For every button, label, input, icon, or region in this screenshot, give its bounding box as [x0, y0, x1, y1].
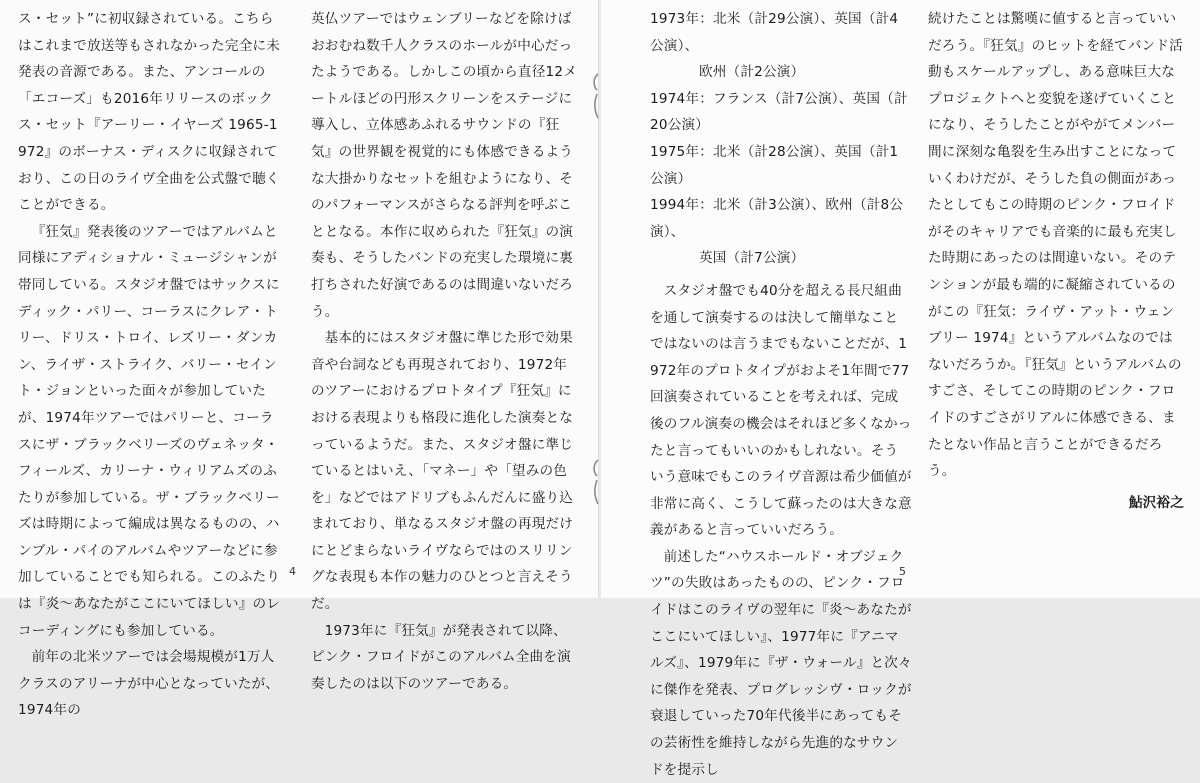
tour-detail: 北米（計28公演）、英国（計1公演）	[650, 143, 899, 187]
tour-row	[650, 86, 912, 139]
tour-detail: 北米（計3公演）、欧州（計8公演）、	[650, 197, 904, 240]
tour-list	[650, 6, 912, 272]
staple-icon	[592, 458, 600, 506]
tour-year: 1975年：	[650, 143, 713, 160]
author-name: 鮎沢裕之	[1128, 494, 1184, 511]
paragraph: 前述した“ハウスホールド・オブジェクツ”の失敗はあったものの、ピンク・フロイドはこのライヴの翌年に『炎～あなたがここにいてほしい』、1977年に『アニマルズ』、1979年に『ザ・ウォール』と次々に傑作を発表、プログレッシヴ・ロックが衰退していった70年代後半にあってもその芸術性を維持しながら先進的なサウンドを提示し	[650, 548, 912, 778]
text-column-1	[18, 6, 286, 724]
tour-row	[650, 6, 912, 59]
tour-detail: フランス（計7公演）、英国（計20公演）	[650, 90, 908, 134]
tour-year: 1973年：	[650, 11, 713, 27]
page-number: 4	[289, 565, 296, 578]
text-column-3	[650, 6, 912, 783]
text-column-2	[311, 6, 579, 697]
page-left	[0, 0, 599, 719]
tour-row	[650, 192, 912, 245]
paragraph: 『狂気』発表後のツアーではアルバムと同様にアディショナル・ミュージシャンが帯同している。スタジオ盤ではサックスにディック・パリー、コーラスにクレア・トリー、ドリス・トロイ、レズリー・ダンカン、ライザ・ストライク、バリー・セイント・ジョンといった面々が参加していたが、1974年ツアーではパリーと、コーラスにザ・ブラックベリーズのヴェネッタ・フィールズ、カリーナ・ウィリアムズのふたりが参加している。ザ・ブラックベリーズは時期によって編成は異なるものの、ハンブル・パイのアルバムやツアーなどに参加していることでも知られる。このふたりは『炎～あなたがここにいてほしい』のレコーディングにも参加している。	[18, 223, 281, 639]
paragraph: ス・セット”に初収録されている。こちらはこれまで放送等もされなかった完全に未発表の音源である。また、アンコールの「エコーズ」も2016年リリースのボックス・セット『アーリー・イヤーズ 1965-1972』のボーナス・ディスクに収録されており、この日のライヴ全曲を公式盤で聴くことができる。	[18, 11, 281, 214]
paragraph: スタジオ盤でも40分を超える長尺組曲を通して演奏するのは決して簡単なことではないのは言うまでもないことだが、1972年のプロトタイプがおよそ1年間で77回演奏されていることを考えれば、完成後のフル演奏の機会はそれほど多くなかったと言ってもいいのかもしれない。そういう意味でもこのライヴ音源は希少価値が非常に高く、こうして蘇ったのは大きな意義があると言っていいだろう。	[650, 282, 912, 539]
paragraph: 前年の北米ツアーでは会場規模が1万人クラスのアリーナが中心となっていたが、1974年の	[18, 649, 280, 719]
page-right	[601, 0, 1200, 778]
tour-year: 1994年：	[650, 197, 713, 214]
tour-year: 1974年：	[650, 90, 713, 107]
paragraph: 続けたことは驚嘆に値すると言っていいだろう。『狂気』のヒットを経てバンド活動もスケールアップし、ある意味巨大なプロジェクトへと変貌を遂げていくことになり、そうしたことがやがてメンバー間に深刻な亀裂を生み出すことになっていくわけだが、そうした負の側面があったとしてもこの時期のピンク・フロイドがそのキャリアでも音楽的に最も充実した時期にあったのは間違いない。そのテンションが最も端的に凝縮されているのがこの『狂気：ライヴ・アット・ウェンブリー 1974』というアルバムなのではないだろうか。『狂気』というアルバムのすごさ、そしてこの時期のピンク・フロイドのすごさがリアルに体感できる、またとない作品と言うことができるだろう。	[928, 11, 1183, 480]
paragraph: 英仏ツアーではウェンブリーなどを除けばおおむね数千人クラスのホールが中心だったようである。しかしこの頃から直径12メートルほどの円形スクリーンをステージに導入し、立体感あふれるサウンドの『狂気』の世界観を視覚的にも体感できるような大掛かりなセットを組むようになり、そのパフォーマンスがさらなる評判を呼ぶこととなる。本作に収められた『狂気』の演奏も、そうしたバンドの充実した環境に裏打ちされた好演であるのは間違いないだろう。	[311, 11, 577, 320]
tour-detail-cont: 欧州（計2公演）	[698, 64, 805, 81]
tour-detail-cont: 英国（計7公演）	[698, 250, 805, 267]
text-column-4	[928, 6, 1184, 516]
tour-detail: 北米（計29公演）、英国（計4公演）、	[650, 11, 899, 54]
staple-icon	[592, 72, 600, 120]
paragraph: 基本的にはスタジオ盤に準じた形で効果音や台詞なども再現されており、1972年のツアーにおけるプロトタイプ『狂気』における表現よりも格段に進化した演奏となっているようだ。また、スタジオ盤に準じているとはいえ、「マネー」や「望みの色を」などではアドリブもふんだんに盛り込まれており、単なるスタジオ盤の再現だけにとどまらないライヴならではのスリリングな表現も本作の魅力のひとつと言えそうだ。	[311, 330, 574, 613]
page-number: 5	[899, 565, 906, 578]
tour-row	[650, 139, 912, 192]
paragraph: 1973年に『狂気』が発表されて以降、ピンク・フロイドがこのアルバム全曲を演奏したのは以下のツアーである。	[311, 622, 571, 692]
